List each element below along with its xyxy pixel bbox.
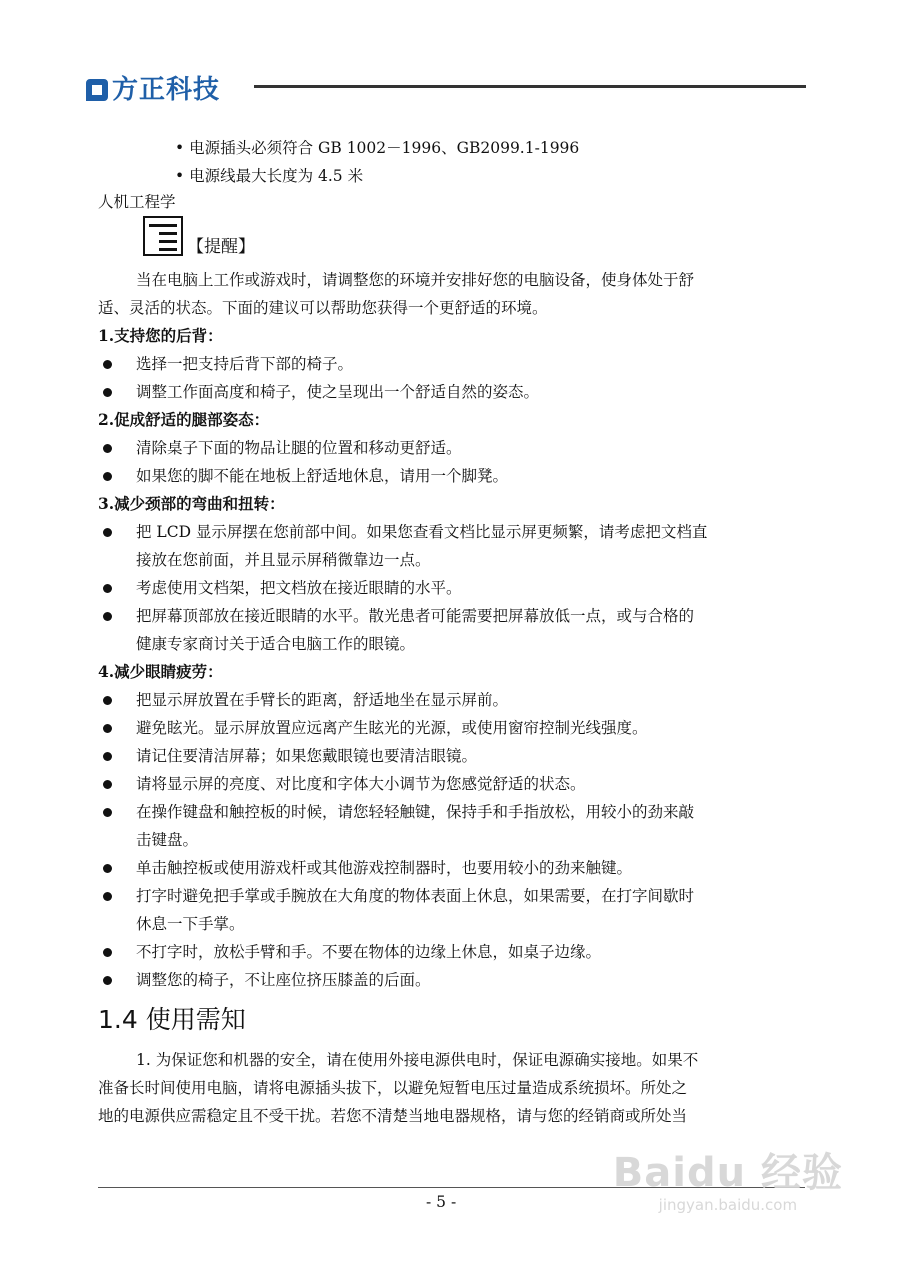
watermark-main: Baidu 经验	[612, 1150, 843, 1196]
list-item: 单击触控板或使用游戏杆或其他游戏控制器时，也要用较小的劲来触键。	[136, 859, 633, 877]
bullet-dot	[103, 780, 112, 789]
bullet-dot	[103, 584, 112, 593]
header-rule	[254, 85, 806, 88]
bullet-dot	[103, 444, 112, 453]
logo-text: 方正科技	[112, 75, 221, 105]
section-title: 2.促成舒适的腿部姿态：	[98, 410, 270, 429]
tip-label: 【提醒】	[187, 237, 255, 257]
list-item: 打字时避免把手掌或手腕放在大角度的物体表面上休息，如果需要，在打字间歇时	[136, 887, 695, 905]
brand-logo	[86, 74, 220, 106]
power-item-2: • 电源线最大长度为 4.5 米	[175, 167, 364, 185]
intro-line-1: 当在电脑上工作或游戏时，请调整您的环境并安排好您的电脑设备，使身体处于舒	[136, 271, 695, 289]
list-item-continued: 休息一下手掌。	[136, 915, 245, 933]
list-item: 清除桌子下面的物品让腿的位置和移动更舒适。	[136, 439, 462, 457]
bullet-dot	[103, 696, 112, 705]
bullet-dot	[103, 724, 112, 733]
bullet-dot	[103, 472, 112, 481]
list-item: 如果您的脚不能在地板上舒适地休息，请用一个脚凳。	[136, 467, 509, 485]
list-item: 把 LCD 显示屏摆在您前部中间。如果您查看文档比显示屏更频繁，请考虑把文档直	[136, 523, 708, 541]
list-item: 请将显示屏的亮度、对比度和字体大小调节为您感觉舒适的状态。	[136, 775, 586, 793]
paragraph-line: 1. 为保证您和机器的安全，请在使用外接电源供电时，保证电源确实接地。如果不	[136, 1051, 699, 1069]
bullet-dot	[103, 976, 112, 985]
paragraph-line: 地的电源供应需稳定且不受干扰。若您不清楚当地电器规格，请与您的经销商或所处当	[98, 1107, 688, 1125]
intro-line-2: 适、灵活的状态。下面的建议可以帮助您获得一个更舒适的环境。	[98, 299, 548, 317]
list-item: 把屏幕顶部放在接近眼睛的水平。散光患者可能需要把屏幕放低一点，或与合格的	[136, 607, 695, 625]
bullet-dot	[103, 388, 112, 397]
page-number: - 5 -	[426, 1193, 457, 1211]
bullet-dot	[103, 808, 112, 817]
baidu-watermark	[613, 1150, 843, 1214]
section-title: 4.减少眼睛疲劳：	[98, 662, 223, 681]
list-item-continued: 击键盘。	[136, 831, 199, 849]
bullet-dot	[103, 892, 112, 901]
list-item-continued: 健康专家商讨关于适合电脑工作的眼镜。	[136, 635, 416, 653]
section-title: 1.支持您的后背：	[98, 326, 223, 345]
founder-logo-icon	[86, 79, 108, 101]
bullet-dot	[103, 948, 112, 957]
section-title: 3.减少颈部的弯曲和扭转：	[98, 494, 285, 513]
list-item: 调整工作面高度和椅子，使之呈现出一个舒适自然的姿态。	[136, 383, 540, 401]
watermark-url: jingyan.baidu.com	[658, 1196, 798, 1214]
bullet-dot	[103, 360, 112, 369]
list-item-continued: 接放在您前面，并且显示屏稍微靠边一点。	[136, 551, 431, 569]
list-item: 在操作键盘和触控板的时候，请您轻轻触键，保持手和手指放松，用较小的劲来敲	[136, 803, 695, 821]
bullet-dot	[103, 864, 112, 873]
bullet-dot	[103, 528, 112, 537]
list-item: 请记住要清洁屏幕；如果您戴眼镜也要清洁眼镜。	[136, 747, 478, 765]
note-icon	[143, 216, 183, 256]
list-item: 调整您的椅子，不让座位挤压膝盖的后面。	[136, 971, 431, 989]
power-item-1: • 电源插头必须符合 GB 1002－1996、GB2099.1-1996	[175, 139, 580, 157]
list-item: 选择一把支持后背下部的椅子。	[136, 355, 354, 373]
paragraph-line: 准备长时间使用电脑，请将电源插头拔下，以避免短暂电压过量造成系统损坏。所处之	[98, 1079, 688, 1097]
bullet-dot	[103, 612, 112, 621]
list-item: 把显示屏放置在手臂长的距离，舒适地坐在显示屏前。	[136, 691, 509, 709]
section-heading: 1.4 使用需知	[98, 1005, 246, 1034]
list-item: 考虑使用文档架，把文档放在接近眼睛的水平。	[136, 579, 462, 597]
list-item: 避免眩光。显示屏放置应远离产生眩光的光源，或使用窗帘控制光线强度。	[136, 719, 648, 737]
list-item: 不打字时，放松手臂和手。不要在物体的边缘上休息，如桌子边缘。	[136, 943, 602, 961]
ergonomics-heading: 人机工程学	[98, 193, 176, 211]
bullet-dot	[103, 752, 112, 761]
